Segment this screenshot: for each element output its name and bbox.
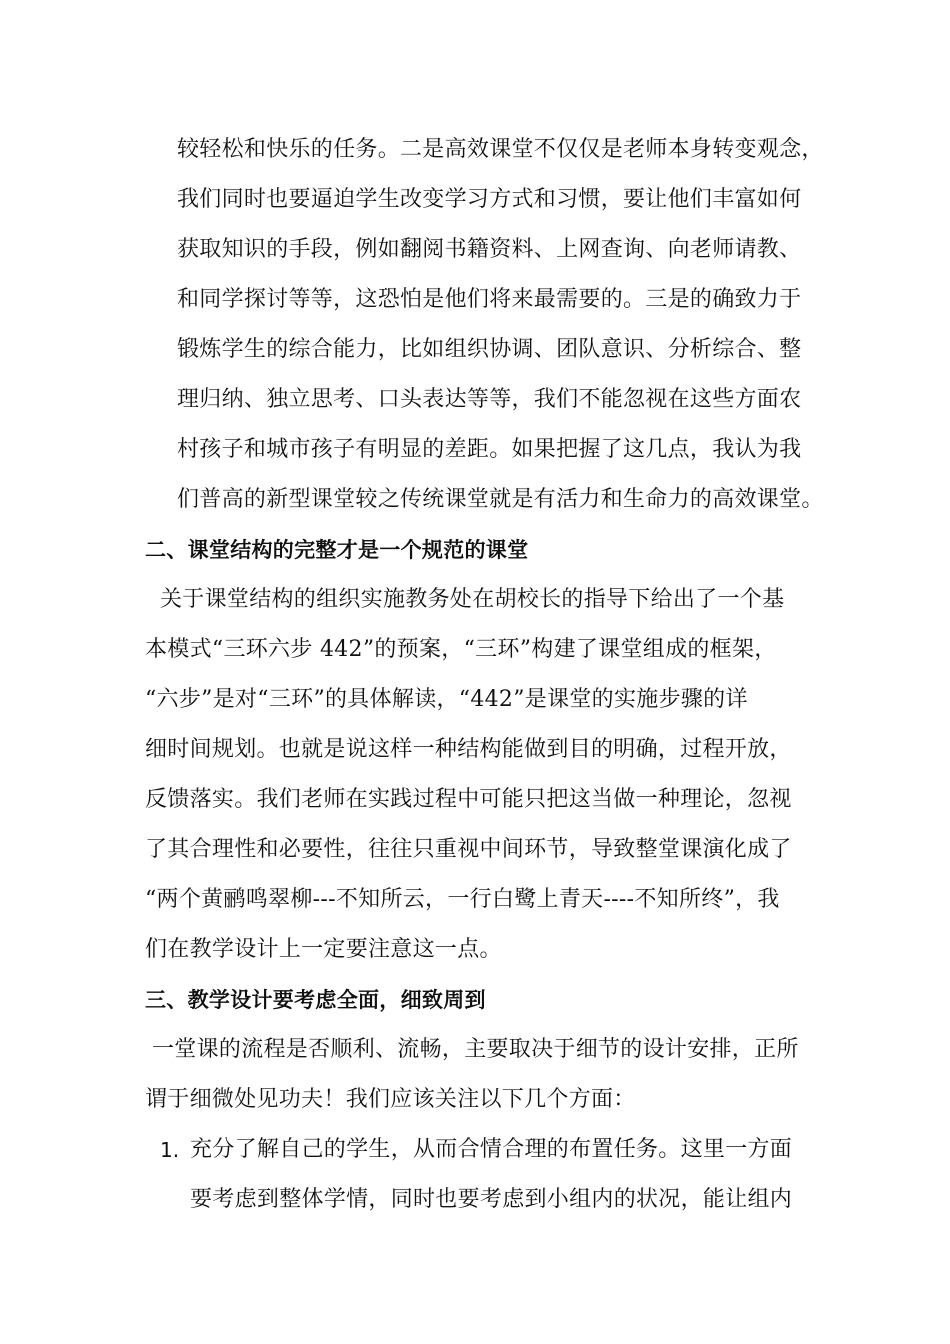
paragraph-line: 本模式“三环六步 442”的预案，“三环”构建了课堂组成的框架， [145,637,777,662]
paragraph-line: 和同学探讨等等，这恐怕是他们将来最需要的。三是的确致力于 [177,287,802,312]
paragraph-line: 们在教学设计上一定要注意这一点。 [145,937,502,962]
list-item-number: 1. [160,1138,180,1162]
paragraph-line: 反馈落实。我们老师在实践过程中可能只把这当做一种理论，忽视 [145,787,792,812]
list-item-line: 充分了解自己的学生，从而合情合理的布置任务。这里一方面 [190,1137,793,1162]
paragraph-line: “两个黄鹂鸣翠柳---不知所云，一行白鹭上青天----不知所终”，我 [145,887,780,912]
paragraph-line: 了其合理性和必要性，往往只重视中间环节，导致整堂课演化成了 [145,837,792,862]
paragraph-line: 理归纳、独立思考、口头表达等等，我们不能忽视在这些方面农 [177,387,802,412]
list-item-line: 要考虑到整体学情，同时也要考虑到小组内的状况，能让组内 [190,1187,793,1212]
paragraph-line: 细时间规划。也就是说这样一种结构能做到目的明确，过程开放， [145,737,792,762]
paragraph-line: 关于课堂结构的组织实施教务处在胡校长的指导下给出了一个基 [160,587,785,612]
section-heading: 二、课堂结构的完整才是一个规范的课堂 [145,538,529,562]
paragraph-line: 较轻松和快乐的任务。二是高效课堂不仅仅是老师本身转变观念， [177,137,824,162]
paragraph-line: “六步”是对“三环”的具体解读，“442”是课堂的实施步骤的详 [145,687,748,712]
paragraph-line: 获取知识的手段，例如翻阅书籍资料、上网查询、向老师请教、 [177,237,802,262]
paragraph-line: 锻炼学生的综合能力，比如组织协调、团队意识、分析综合、整 [177,337,802,362]
paragraph-line: 村孩子和城市孩子有明显的差距。如果把握了这几点，我认为我 [177,437,802,462]
paragraph-line: 一堂课的流程是否顺利、流畅，主要取决于细节的设计安排，正所 [152,1037,799,1062]
section-heading: 三、教学设计要考虑全面，细致周到 [145,988,486,1012]
paragraph-line: 我们同时也要逼迫学生改变学习方式和习惯，要让他们丰富如何 [177,187,802,212]
paragraph-line: 谓于细微处见功夫！我们应该关注以下几个方面： [145,1087,636,1112]
paragraph-line: 们普高的新型课堂较之传统课堂就是有活力和生命力的高效课堂。 [177,487,824,512]
